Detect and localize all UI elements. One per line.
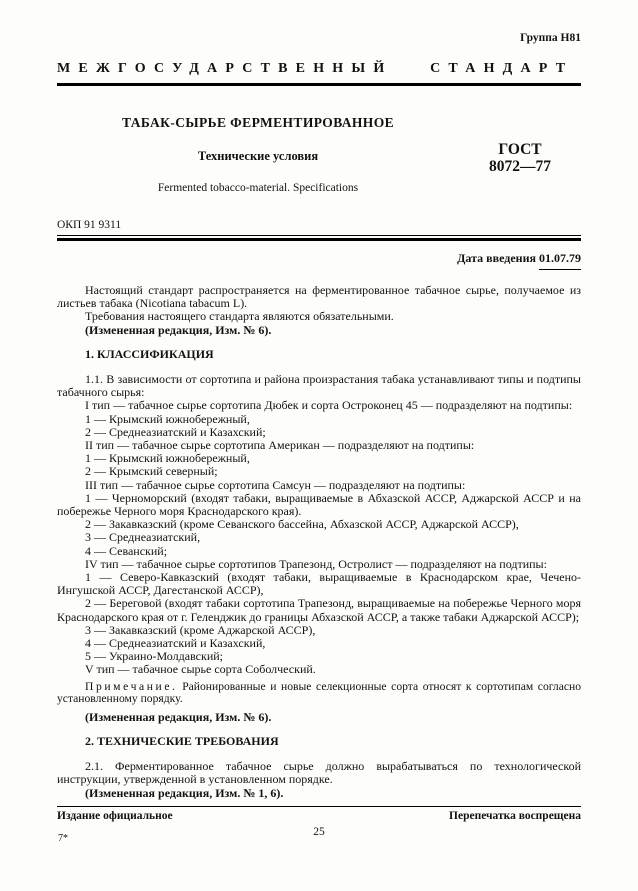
classification-item: 2 — Закавказский (кроме Севанского бассейна, Абхазской АССР, Аджарской АССР),: [85, 517, 519, 532]
effective-date-line: [57, 251, 581, 270]
document-title-english: Fermented tobacco-material. Specifications: [157, 182, 359, 194]
footer-rule: [57, 806, 581, 807]
title-column: [57, 115, 459, 194]
document-body: [57, 284, 581, 800]
amendment-note: (Измененная редакция, Изм. № 6).: [85, 709, 272, 724]
reprint-prohibited-label: Перепечатка воспрещена: [449, 810, 581, 822]
classification-item: 2 — Береговой (входят табаки сортотипа Трапезонд, выращиваемые на побережье Черного моря Краснодарского края от г. Геленджик до границы Абхазской АССР, а также табаки Аджарской АССР);: [57, 596, 581, 624]
note-label: Примечание.: [85, 679, 178, 693]
amendment-note: (Измененная редакция, Изм. № 6).: [85, 322, 272, 337]
classification-item: 1 — Северо-Кавказский (входят табаки, выращиваемые в Краснодарском крае, Чечено-Ингушской АССР, Дагестанской АССР),: [57, 570, 581, 598]
requirements-paragraph: 2.1. Ферментированное табачное сырье должно вырабатываться по технологической инструкции, утвержденной в установленном порядке.: [57, 759, 581, 787]
official-edition-label: Издание официальное: [57, 810, 173, 822]
note-text: Районированные и новые селекционные сорта относят к сортотипам согласно установленному порядку.: [57, 679, 581, 706]
gost-designation: [459, 115, 581, 194]
classification-item: 5 — Украино-Молдавский;: [85, 649, 223, 664]
amendment-note: (Измененная редакция, Изм. № 1, 6).: [85, 785, 284, 800]
separator-rule-thick: [57, 238, 581, 241]
printer-signature: 7*: [58, 833, 68, 844]
standard-type-header: МЕЖГОСУДАРСТВЕННЫЙ СТАНДАРТ: [57, 61, 574, 76]
classification-item: 2 — Среднеазиатский и Казахский;: [85, 424, 266, 439]
note-paragraph: [57, 681, 581, 706]
header-rule: [57, 83, 581, 86]
document-subtitle: Технические условия: [197, 149, 319, 163]
classification-item: 4 — Севанский;: [85, 543, 168, 558]
intro-paragraph: Настоящий стандарт распространяется на ферментированное табачное сырье, получаемое из листьев табака (Nicotiana tabacum L).: [57, 283, 581, 311]
classification-item: IV тип — табачное сырье сортотипов Трапезонд, Остролист — подразделяют на подтипы:: [85, 556, 547, 571]
gost-number: 8072—77: [489, 158, 551, 175]
separator-rule-thin: [57, 235, 581, 236]
classification-item: 1 — Крымский южнобережный,: [85, 411, 250, 426]
section1-heading: 1. КЛАССИФИКАЦИЯ: [85, 346, 214, 361]
footer-row: [57, 810, 581, 822]
classification-item: 3 — Закавказский (кроме Аджарской АССР),: [85, 622, 316, 637]
classification-item: 3 — Среднеазиатский,: [85, 530, 201, 545]
classification-item: 1.1. В зависимости от сортотипа и района произрастания табака устанавливают типы и подтипы табачного сырья:: [57, 372, 581, 400]
classification-item: V тип — табачное сырье сорта Соболческий.: [85, 662, 316, 677]
classification-item: 1 — Крымский южнобережный,: [85, 451, 250, 466]
document-title: ТАБАК-СЫРЬЕ ФЕРМЕНТИРОВАННОЕ: [121, 115, 395, 130]
effective-date-value: 01.07.79: [539, 251, 581, 270]
classification-item: 2 — Крымский северный;: [85, 464, 218, 479]
classification-item: III тип — табачное сырье сортотипа Самсун — подразделяют на подтипы:: [85, 477, 466, 492]
section2-heading: 2. ТЕХНИЧЕСКИЕ ТРЕБОВАНИЯ: [85, 733, 279, 748]
classification-item: II тип — табачное сырье сортотипа Американ — подразделяют на подтипы:: [85, 438, 475, 453]
page-footer: [57, 806, 581, 844]
group-label: Группа Н81: [520, 32, 581, 44]
intro-paragraph: Требования настоящего стандарта являются обязательными.: [85, 309, 394, 324]
gost-label: ГОСТ: [498, 141, 542, 158]
classification-item: I тип — табачное сырье сортотипа Дюбек и сорта Остроконец 45 — подразделяют на подтипы:: [85, 398, 573, 413]
classification-item: 1 — Черноморский (входят табаки, выращиваемые в Абхазской АССР, Аджарской АССР и на побережье Черного моря Краснодарского края).: [57, 490, 581, 519]
classification-item: 4 — Среднеазиатский и Казахский,: [85, 636, 266, 651]
title-block: [57, 115, 581, 194]
effective-date-label: Дата введения: [457, 251, 536, 265]
page-number: 25: [313, 826, 325, 838]
okp-code: ОКП 91 9311: [57, 219, 122, 231]
